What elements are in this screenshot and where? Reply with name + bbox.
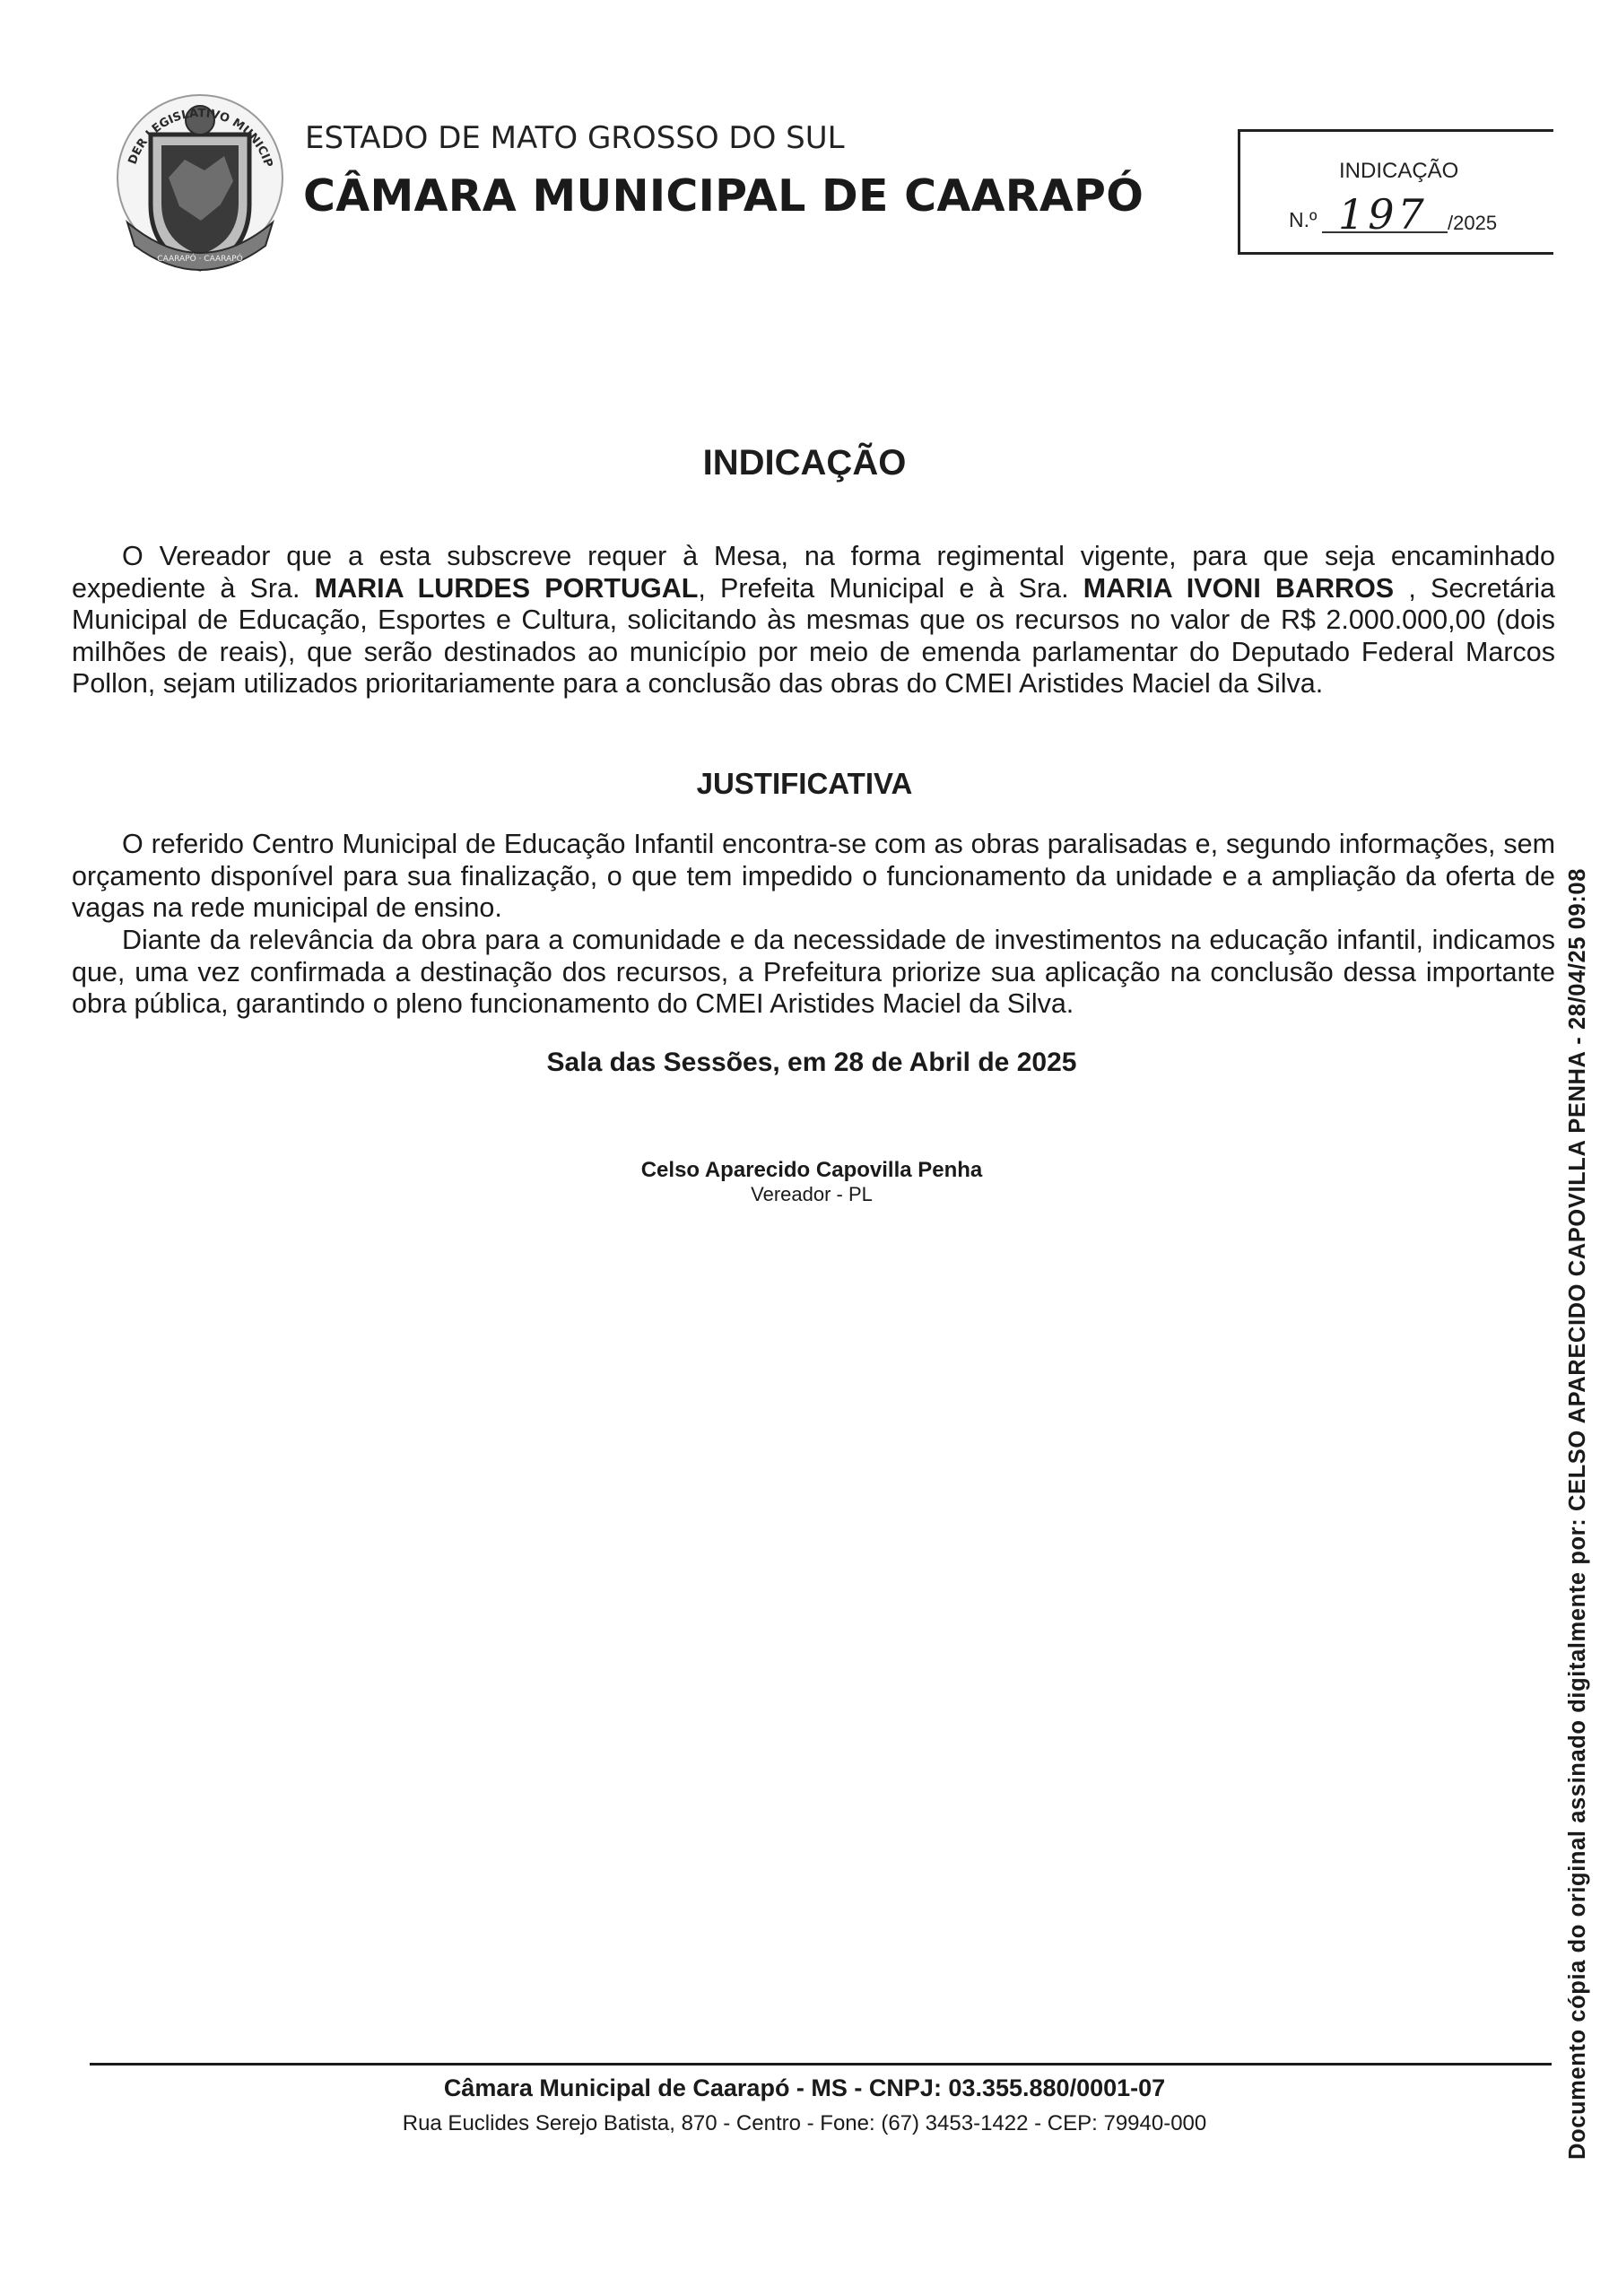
indication-year: /2025 bbox=[1448, 212, 1498, 234]
justification-paragraph-1 bbox=[72, 829, 1555, 925]
indication-box-label: INDICAÇÃO bbox=[1339, 159, 1459, 183]
state-name: ESTADO DE MATO GROSSO DO SUL bbox=[305, 120, 845, 156]
justification-text-2: Diante da relevância da obra para a comunidade e da necessidade de investimentos na educação infantil, indicamos que, uma vez confirmada a destinação dos recursos, a Prefeitura priorize sua aplicação na conclusão dessa importante obra pública, garantindo o pleno funcionamento do CMEI Aristides Maciel da Silva. bbox=[72, 925, 1555, 1019]
seal-ribbon-text: CAARAPÓ · CAARAPÓ bbox=[157, 255, 243, 264]
chamber-name: CÂMARA MUNICIPAL DE CAARAPÓ bbox=[303, 170, 1144, 222]
seal-emblem bbox=[115, 70, 285, 285]
request-paragraph bbox=[72, 541, 1555, 700]
justification-heading: JUSTIFICATIVA bbox=[696, 767, 913, 800]
justification-text-1: O referido Centro Municipal de Educação Infantil encontra-se com as obras paralisadas e, segundo informações, sem orçamento disponível para sua finalização, o que tem impedido o funcionamento da unidade e a ampliação da oferta de vagas na rede municipal de ensino. bbox=[72, 829, 1555, 923]
footer-address-line: Rua Euclides Serejo Batista, 870 - Centro - Fone: (67) 3453-1422 - CEP: 79940-000 bbox=[402, 2111, 1207, 2135]
seal-arc-text: DER LEGISLATIVO MUNICIP bbox=[126, 107, 275, 169]
signer-name: Celso Aparecido Capovilla Penha bbox=[640, 1158, 983, 1182]
footer-divider bbox=[90, 2063, 1552, 2066]
secretary-name: MARIA IVONI BARROS bbox=[1083, 572, 1395, 604]
justification-paragraph-2 bbox=[72, 925, 1555, 1021]
session-date-line: Sala das Sessões, em 28 de Abril de 2025 bbox=[546, 1048, 1077, 1077]
indication-number-handwritten: 197 bbox=[1338, 190, 1428, 239]
digital-signature-stamp: Documento cópia do original assinado digitalmente por: CELSO APARECIDO CAPOVILLA PENHA - 28/04/25 09:08 bbox=[1565, 868, 1590, 2160]
signer-role: Vereador - PL bbox=[751, 1183, 873, 1205]
document-title: INDICAÇÃO bbox=[702, 443, 907, 483]
request-text-b: , Prefeita Municipal e à Sra. bbox=[698, 572, 1083, 604]
request-text-a: O Vereador que a esta subscreve requer à Mesa, na forma regimental vigente, para que seja encaminhado expediente à Sra. bbox=[72, 541, 1555, 604]
request-text-c: , Secretária Municipal de Educação, Esportes e Cultura, solicitando às mesmas que os recursos no valor de R$ 2.000.000,00 (dois milhões de reais), que serão destinados ao município por meio de emenda parlamentar do Deputado Federal Marcos Pollon, sejam utilizados prioritariamente para a conclusão das obras do CMEI Aristides Maciel da Silva. bbox=[72, 572, 1555, 699]
chamber-seal bbox=[115, 70, 285, 285]
indication-number-prefix: N.º bbox=[1289, 208, 1318, 231]
footer-cnpj-line: Câmara Municipal de Caarapó - MS - CNPJ: 03.355.880/0001-07 bbox=[443, 2074, 1166, 2101]
mayor-name: MARIA LURDES PORTUGAL bbox=[314, 572, 699, 604]
